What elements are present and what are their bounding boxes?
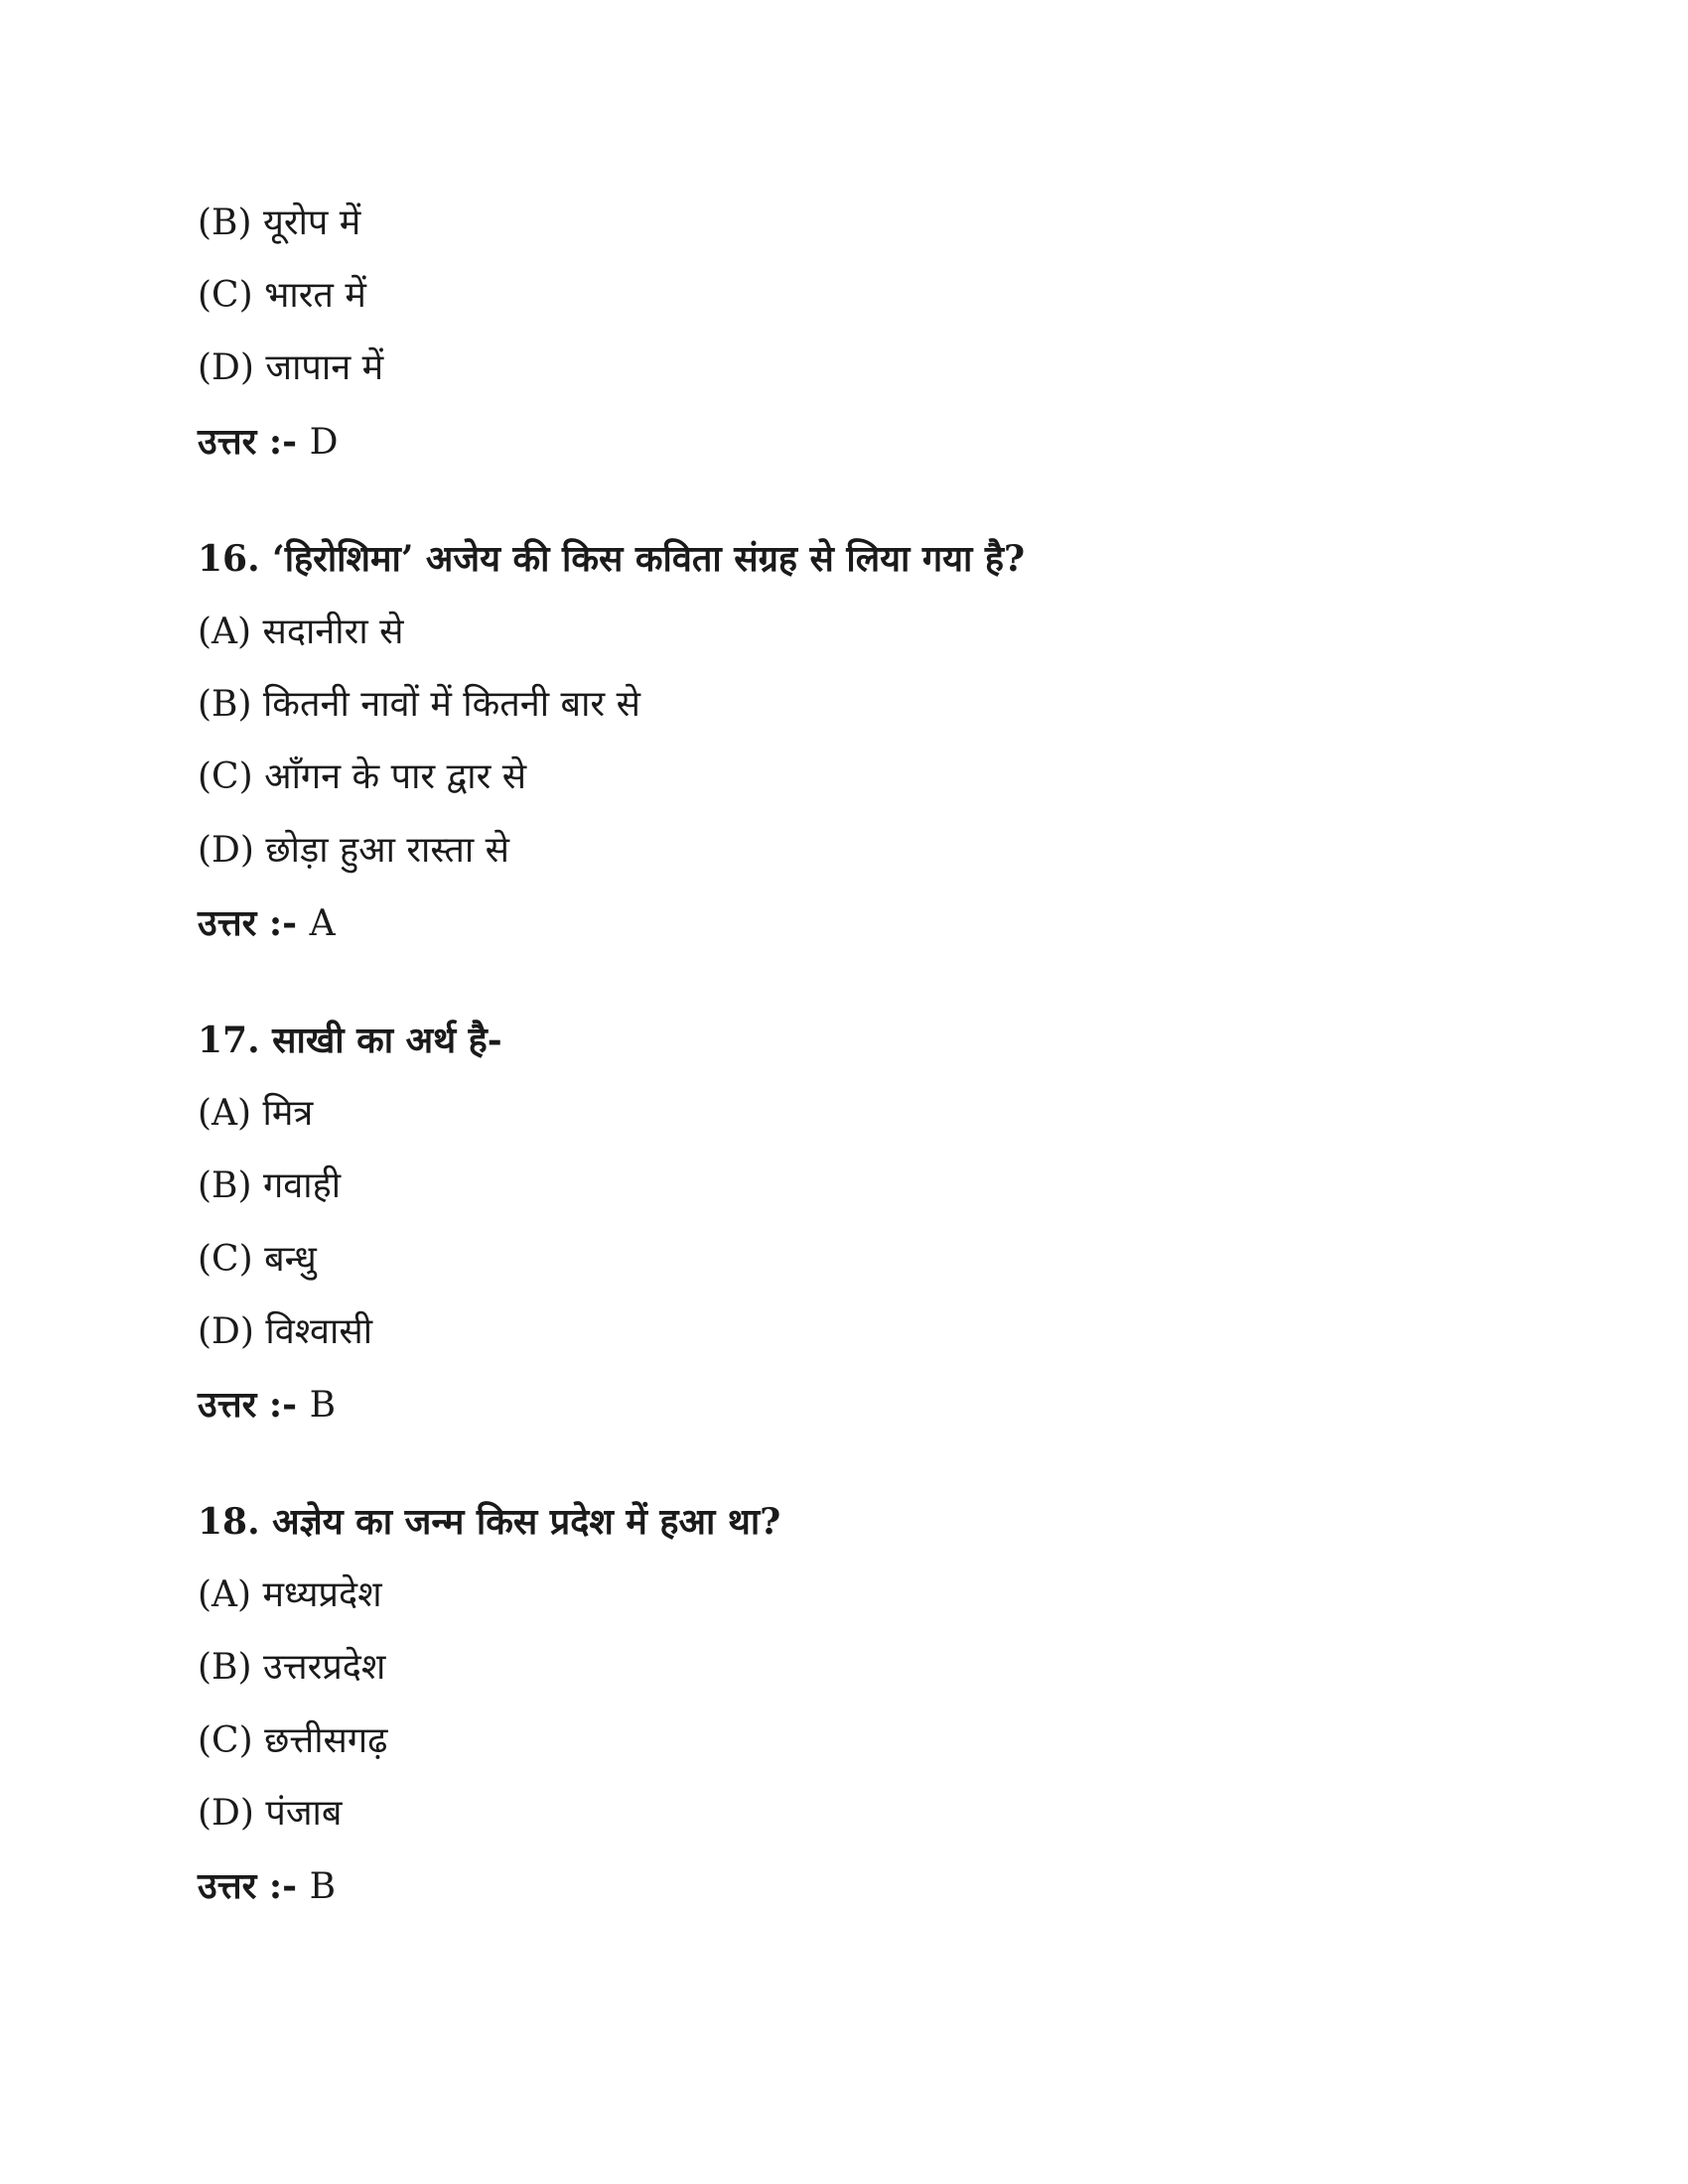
question-18-title: 18. अज्ञेय का जन्म किस प्रदेश में हआ था? [198, 1501, 781, 1543]
q18-option-a: (A) मध्यप्रदेश [198, 1574, 382, 1615]
answer-label: उत्तर [198, 1384, 257, 1426]
prev-option-c: (C) भारत में [198, 275, 366, 316]
prev-option-b: (B) यूरोप में [198, 203, 361, 243]
q16-option-a: (A) सदानीरा से [198, 612, 404, 652]
q18-option-d: (D) पंजाब [198, 1793, 343, 1834]
q17-answer [198, 1380, 336, 1431]
q17-option-a: (A) मित्र [198, 1093, 314, 1134]
q18-option-b: (B) उत्तरप्रदेश [198, 1647, 386, 1688]
answer-label: उत्तर [198, 1865, 257, 1907]
answer-separator: :- [256, 1865, 310, 1907]
answer-separator: :- [256, 902, 310, 944]
q16-option-b: (B) कितनी नावों में कितनी बार से [198, 684, 640, 725]
q17-option-c: (C) बन्धु [198, 1239, 317, 1280]
answer-value: B [309, 1866, 337, 1907]
prev-answer [198, 417, 339, 468]
q16-option-c: (C) आँगन के पार द्वार से [198, 756, 527, 797]
q17-option-b: (B) गवाही [198, 1165, 342, 1206]
q18-option-c: (C) छत्तीसगढ़ [198, 1720, 388, 1761]
question-17-title: 17. साखी का अर्थ है- [198, 1020, 502, 1061]
answer-label: उत्तर [198, 902, 257, 944]
answer-separator: :- [256, 421, 310, 463]
answer-value: A [309, 903, 336, 944]
answer-value: B [309, 1385, 337, 1426]
answer-label: उत्तर [198, 421, 257, 463]
question-16-title: 16. ‘हिरोशिमा’ अजेय की किस कविता संग्रह से लिया गया है? [198, 538, 1026, 580]
answer-value: D [309, 422, 339, 463]
answer-separator: :- [256, 1384, 310, 1426]
q18-answer [198, 1861, 336, 1912]
prev-option-d: (D) जापान में [198, 347, 384, 388]
q16-option-d: (D) छोड़ा हुआ रास्ता से [198, 830, 510, 871]
q16-answer [198, 898, 336, 949]
q17-option-d: (D) विश्वासी [198, 1311, 373, 1352]
